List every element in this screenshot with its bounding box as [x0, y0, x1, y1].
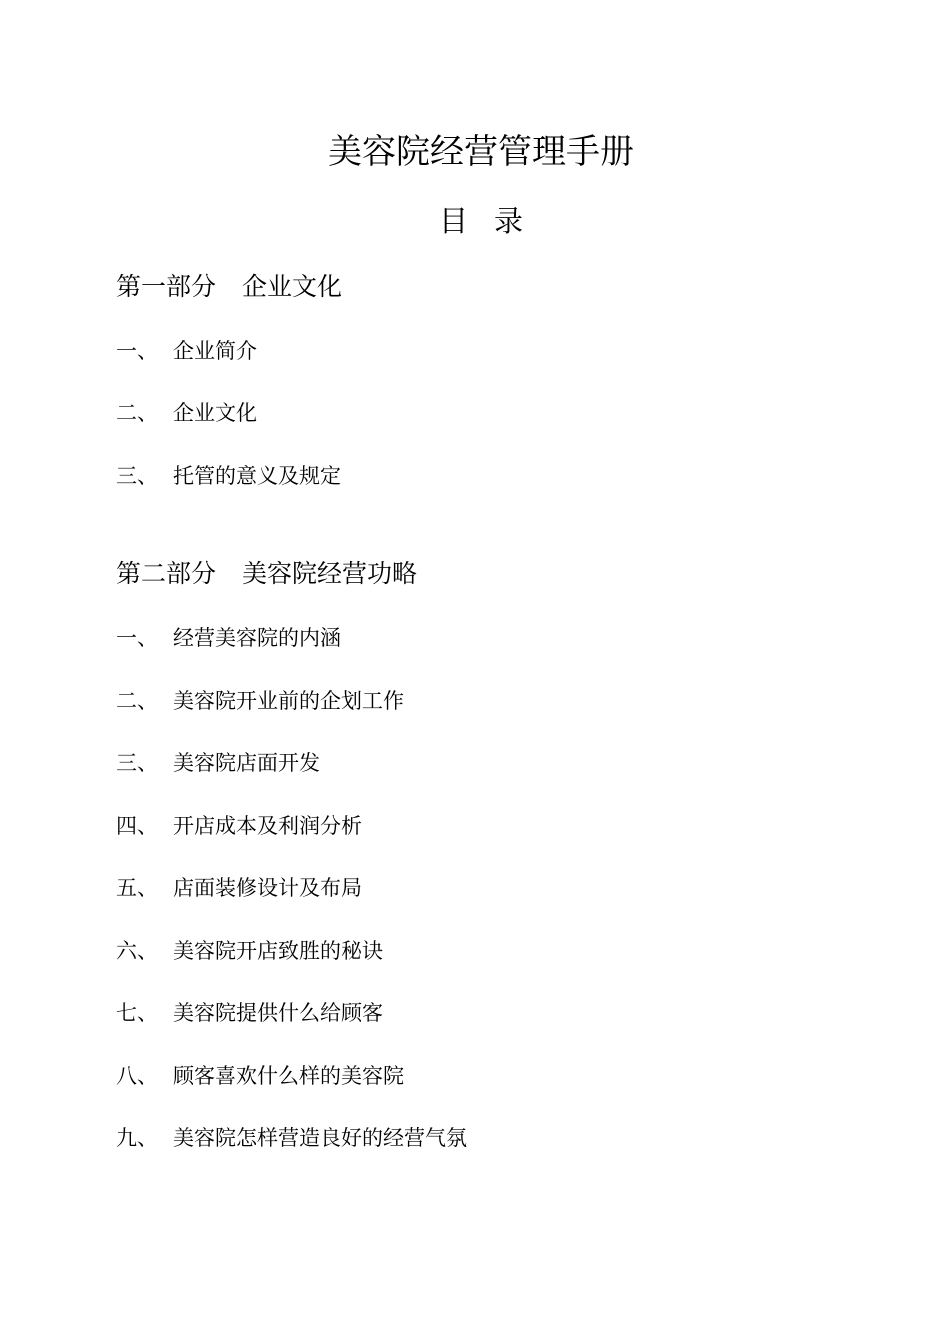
toc-item	[116, 999, 383, 1027]
toc-item-number: 三、	[116, 464, 158, 488]
toc-item-number: 一、	[116, 626, 158, 650]
part-2-label: 第二部分	[116, 559, 217, 588]
toc-item	[116, 337, 257, 365]
toc-item-text: 开店成本及利润分析	[173, 814, 362, 838]
toc-item	[116, 687, 404, 715]
part-2-name: 美容院经营功略	[242, 559, 418, 588]
toc-item-number: 七、	[116, 1001, 158, 1025]
toc-item	[116, 462, 341, 490]
toc-heading	[0, 202, 950, 240]
toc-item-text: 美容院开店致胜的秘诀	[173, 939, 383, 963]
toc-item-text: 企业文化	[173, 401, 257, 425]
toc-item	[116, 874, 362, 902]
toc-item-text: 顾客喜欢什么样的美容院	[173, 1064, 404, 1088]
toc-item-number: 五、	[116, 876, 158, 900]
toc-heading-first-char: 目	[438, 204, 468, 238]
part-1-title	[116, 271, 342, 303]
toc-item-text: 托管的意义及规定	[173, 464, 341, 488]
toc-item	[116, 399, 257, 427]
toc-item	[116, 1062, 404, 1090]
toc-item	[116, 624, 341, 652]
toc-item	[116, 749, 320, 777]
part-1-name: 企业文化	[242, 272, 343, 301]
toc-item-number: 一、	[116, 339, 158, 363]
toc-item-number: 四、	[116, 814, 158, 838]
toc-item-number: 二、	[116, 689, 158, 713]
toc-item	[116, 812, 362, 840]
document-title: 美容院经营管理手册	[328, 132, 634, 172]
toc-item-number: 六、	[116, 939, 158, 963]
toc-item-text: 美容院开业前的企划工作	[173, 689, 404, 713]
toc-item	[116, 937, 383, 965]
toc-item-number: 三、	[116, 751, 158, 775]
toc-item-text: 经营美容院的内涵	[173, 626, 341, 650]
toc-item-text: 美容院店面开发	[173, 751, 320, 775]
part-1-label: 第一部分	[116, 272, 217, 301]
toc-item-text: 企业简介	[173, 339, 257, 363]
toc-item-text: 美容院怎样营造良好的经营气氛	[173, 1126, 467, 1150]
toc-item	[116, 1124, 467, 1152]
part-2-title	[116, 558, 417, 590]
toc-item-text: 美容院提供什么给顾客	[173, 1001, 383, 1025]
toc-item-text: 店面装修设计及布局	[173, 876, 362, 900]
toc-item-number: 八、	[116, 1064, 158, 1088]
toc-item-number: 九、	[116, 1126, 158, 1150]
toc-item-number: 二、	[116, 401, 158, 425]
toc-heading-second-char: 录	[494, 204, 524, 238]
